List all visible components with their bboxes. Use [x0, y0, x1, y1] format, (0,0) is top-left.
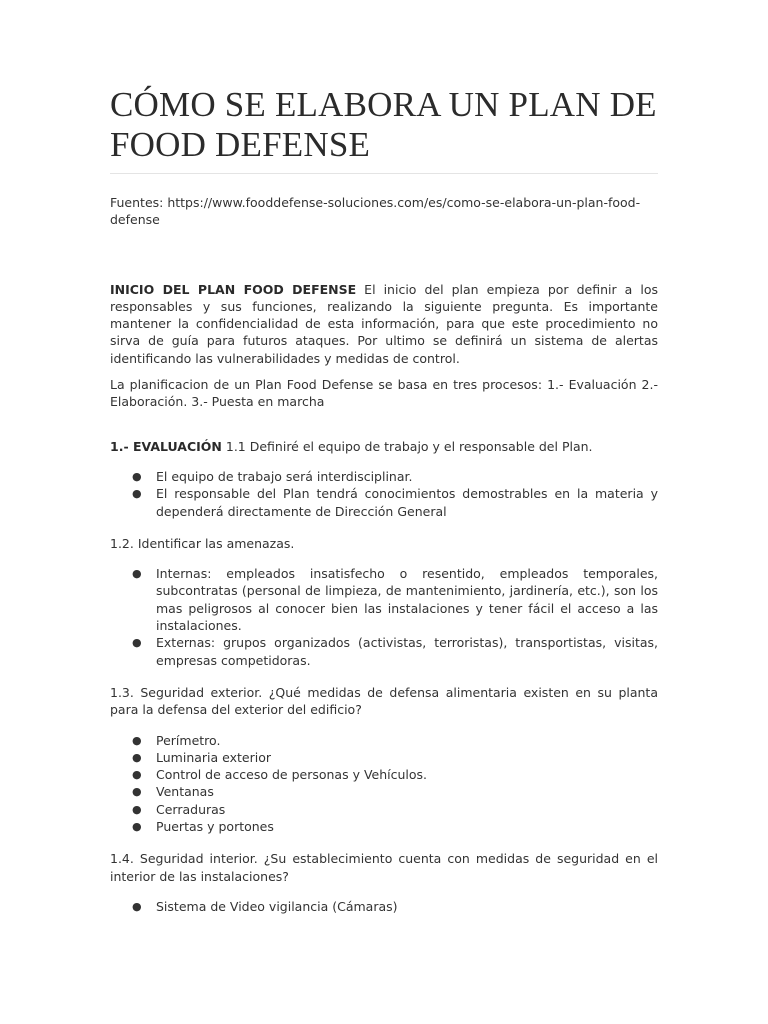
list-item: ● El responsable del Plan tendrá conocimientos demostrables en la materia y dependerá directamente de Dirección General [132, 486, 658, 519]
list-item: ● Cerraduras [132, 801, 226, 817]
exterior-security-list [110, 732, 658, 836]
interior-security-list [110, 898, 658, 915]
list-item: ● Ventanas [132, 784, 214, 800]
bullet-icon: ● [132, 899, 142, 913]
bullet-icon: ● [132, 750, 142, 764]
document-title: CÓMO SE ELABORA UN PLAN DE FOOD DEFENSE [110, 85, 657, 164]
document-page [110, 0, 658, 915]
list-item: ● Sistema de Video vigilancia (Cámaras) [132, 898, 398, 914]
intro-heading: INICIO DEL PLAN FOOD DEFENSE [110, 281, 357, 297]
intro-paragraph [110, 281, 658, 367]
list-item: ● Externas: grupos organizados (activistas, terroristas), transportistas, visitas, empresas competidoras. [132, 635, 658, 668]
bullet-icon: ● [132, 733, 142, 747]
evaluation-heading: 1.- EVALUACIÓN [110, 438, 222, 454]
interior-security-heading: 1.4. Seguridad interior. ¿Su establecimiento cuenta con medidas de seguridad en el interior de las instalaciones? [110, 851, 658, 884]
processes-paragraph: La planificacion de un Plan Food Defense se basa en tres procesos: 1.- Evaluación 2.- Elaboración. 3.- Puesta en marcha [110, 377, 658, 410]
list-item: ● Luminaria exterior [132, 749, 272, 765]
bullet-icon: ● [132, 820, 142, 834]
bullet-icon: ● [132, 469, 142, 483]
title-divider [110, 173, 658, 174]
threats-list [110, 565, 658, 669]
evaluation-list [110, 468, 658, 520]
exterior-security-heading: 1.3. Seguridad exterior. ¿Qué medidas de defensa alimentaria existen en su planta para la defensa del exterior del edificio? [110, 684, 658, 718]
bullet-icon: ● [132, 487, 142, 501]
evaluation-paragraph [110, 438, 658, 455]
intro-text: El inicio del plan empieza por definir a los responsables y sus funciones, realizando la siguiente pregunta. Es importante mantener la confidencialidad de esta información, para que este procedimiento no sirva de guía para futuros ataques. Por ultimo se definirá un sistema de alertas identificando las vulnerabilidades y medidas de control. [110, 281, 658, 366]
sources-line: Fuentes: https://www.fooddefense-soluciones.com/es/como-se-elabora-un-plan-food-defense [110, 195, 641, 228]
bullet-icon: ● [132, 567, 142, 581]
threats-heading: 1.2. Identificar las amenazas. [110, 535, 295, 551]
bullet-icon: ● [132, 636, 142, 650]
bullet-icon: ● [132, 802, 142, 816]
evaluation-text: 1.1 Definiré el equipo de trabajo y el responsable del Plan. [221, 438, 593, 454]
bullet-icon: ● [132, 785, 142, 799]
list-item: ● Puertas y portones [132, 819, 274, 835]
list-item: ● Perímetro. [132, 732, 221, 748]
bullet-icon: ● [132, 768, 142, 782]
list-item: ● Control de acceso de personas y Vehículos. [132, 767, 428, 783]
list-item: ● El equipo de trabajo será interdisciplinar. [132, 468, 413, 484]
list-item: ● Internas: empleados insatisfecho o resentido, empleados temporales, subcontratas (personal de limpieza, de mantenimiento, jardinería, etc.), son los mas peligrosos al conocer bien las instalaciones y tener fácil el acceso a las instalaciones. [132, 566, 658, 634]
